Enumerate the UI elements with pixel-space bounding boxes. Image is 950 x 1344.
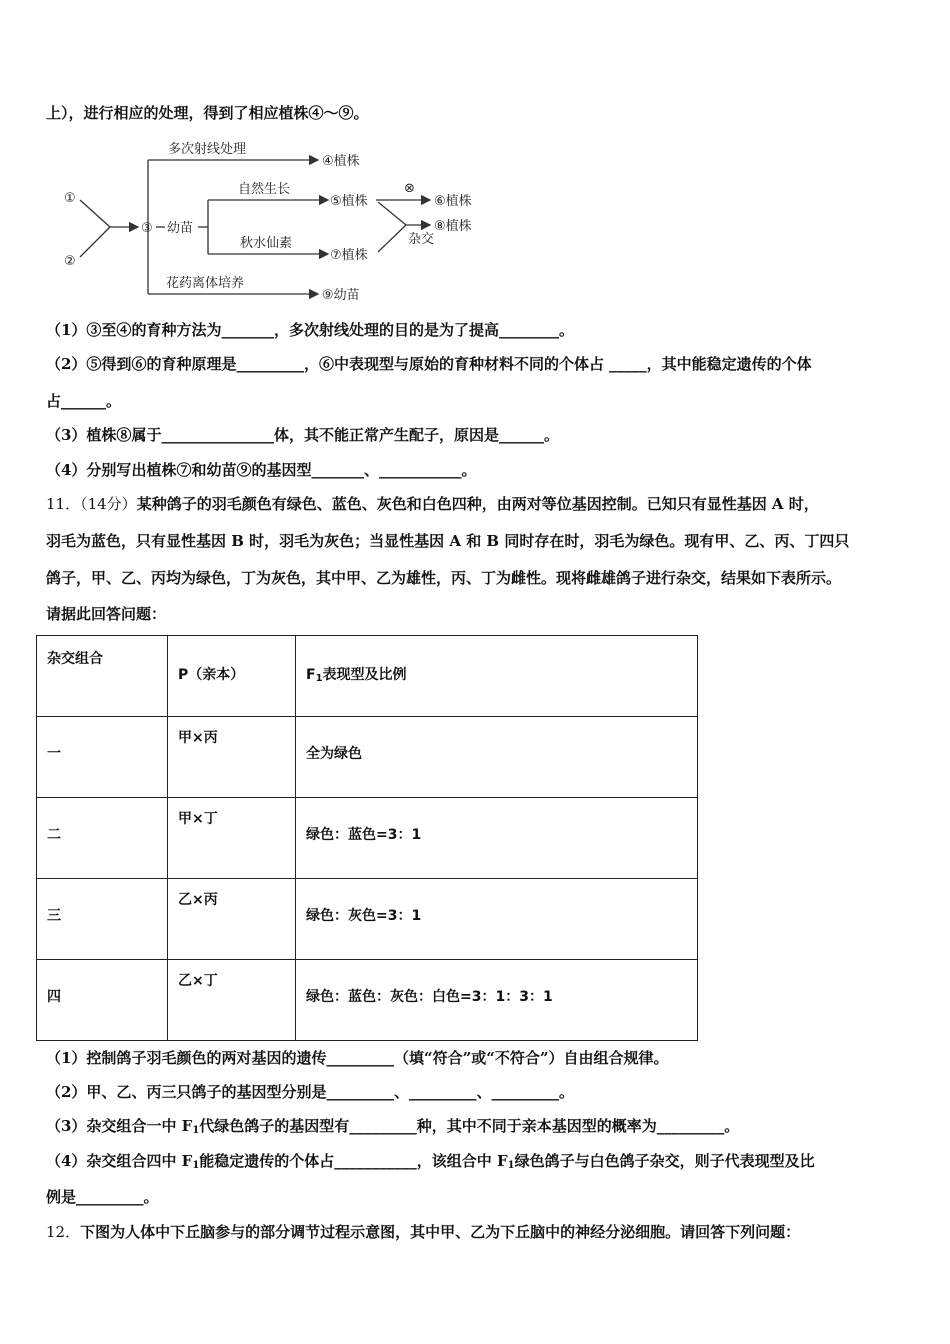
q11-number: 11．（14分） [46,495,137,513]
q11-part1: （1）控制鸽子羽毛颜色的两对基因的遗传_________（填“符合”或“不符合”）自由组合规律。 [46,1049,669,1067]
row-result: 绿色：蓝色：灰色：白色=3：1：3：1 [306,989,553,1005]
q11-part4-sub: 1 [192,1160,200,1171]
intro-line: 上），进行相应的处理，得到了相应植株④～⑨。 [46,104,369,122]
q11-part3-sub: 1 [192,1125,200,1136]
row-group: 二 [47,827,61,843]
node-plant-5: ⑤植株 [330,194,368,209]
q11-part4-a: （4）杂交组合四中 F [46,1152,193,1170]
q10-part2b: 占______。 [46,392,122,410]
header-parents: P（亲本） [178,667,245,683]
row-group: 一 [47,746,61,762]
q11-part3-a: （3）杂交组合一中 F [46,1117,193,1135]
q10-part4: （4）分别写出植株⑦和幼苗⑨的基因型_______、___________。 [46,461,477,479]
q11-stem-line3: 鸽子，甲、乙、丙均为绿色，丁为灰色，其中甲、乙为雄性，丙、丁为雌性。现将雌雄鸽子进行杂交，结果如下表所示。 [46,569,842,587]
q11-part4-b: 能稳定遗传的个体占___________，该组合中 F [199,1152,508,1170]
node-3: ③ [141,221,153,236]
row-result: 全为绿色 [306,746,362,762]
q11-part4 [46,1151,815,1176]
row-group: 三 [47,908,61,924]
table-row [37,960,698,1041]
header-f1-sub: 1 [315,673,323,684]
q11-part4-sub2: 1 [507,1160,515,1171]
node-plant-4: ④植株 [322,154,360,169]
q11-part3-b: 代绿色鸽子的基因型有_________种，其中不同于亲本基因型的概率为_________。 [199,1117,740,1135]
row-parents: 甲×丁 [178,811,218,827]
row-result: 绿色：灰色=3：1 [306,908,422,924]
label-selfing: ⊗ [404,181,415,196]
node-seedling: 幼苗 [167,221,194,236]
header-f1 [306,664,407,684]
header-f1-letter: F [306,667,316,683]
label-hybrid: 杂交 [408,232,435,247]
q12-number: 12． [46,1223,81,1241]
breeding-diagram [50,130,510,305]
q11-part4-c: 绿色鸽子与白色鸽子杂交，则子代表现型及比 [514,1152,815,1170]
label-colchicine: 秋水仙素 [240,236,293,251]
row-parents: 乙×丁 [178,973,218,989]
node-plant-8: ⑧植株 [434,219,472,234]
label-anther-culture: 花药离体培养 [166,276,245,291]
table-row [37,717,698,798]
row-parents: 甲×丙 [178,730,218,746]
node-plant-6: ⑥植株 [434,194,472,209]
label-natural: 自然生长 [238,182,291,197]
header-f1-text: 表现型及比例 [322,667,407,683]
node-plant-7: ⑦植株 [330,248,368,263]
row-parents: 乙×丙 [178,892,218,908]
label-radiation: 多次射线处理 [168,142,247,157]
node-2: ② [64,254,76,269]
q11-stem-line2: 羽毛为蓝色，只有显性基因 B 时，羽毛为灰色；当显性基因 A 和 B 同时存在时，羽毛为绿色。现有甲、乙、丙、丁四只 [46,532,850,550]
table-row [37,798,698,879]
q11-part4-cont: 例是_________。 [46,1188,159,1206]
node-seedling-9: ⑨幼苗 [322,288,360,303]
q12-stem-text: 下图为人体中下丘脑参与的部分调节过程示意图，其中甲、乙为下丘脑中的神经分泌细胞。请回答下列问题： [80,1223,801,1241]
table-row [37,879,698,960]
node-1: ① [64,191,76,206]
q11-part3 [46,1116,739,1141]
header-group: 杂交组合 [47,651,103,667]
q10-part2a: （2）⑤得到⑥的育种原理是_________，⑥中表现型与原始的育种材料不同的个体占 _____，其中能稳定遗传的个体 [46,355,812,373]
q12-stem [46,1222,800,1242]
q11-stem-line4: 请据此回答问题： [46,605,167,623]
row-group: 四 [47,989,61,1005]
row-result: 绿色：蓝色=3：1 [306,827,422,843]
q10-part1: （1）③至④的育种方法为_______，多次射线处理的目的是为了提高________。 [46,321,574,339]
q11-stem-line1 [46,494,819,514]
q11-stem1-text: 某种鸽子的羽毛颜色有绿色、蓝色、灰色和白色四种，由两对等位基因控制。已知只有显性基因 A 时， [136,495,819,513]
cross-results-table [36,635,698,1041]
table-header-row [37,636,698,717]
q11-part2: （2）甲、乙、丙三只鸽子的基因型分别是_________、_________、_________。 [46,1083,574,1101]
q10-part3: （3）植株⑧属于_______________体，其不能正常产生配子，原因是______。 [46,426,559,444]
